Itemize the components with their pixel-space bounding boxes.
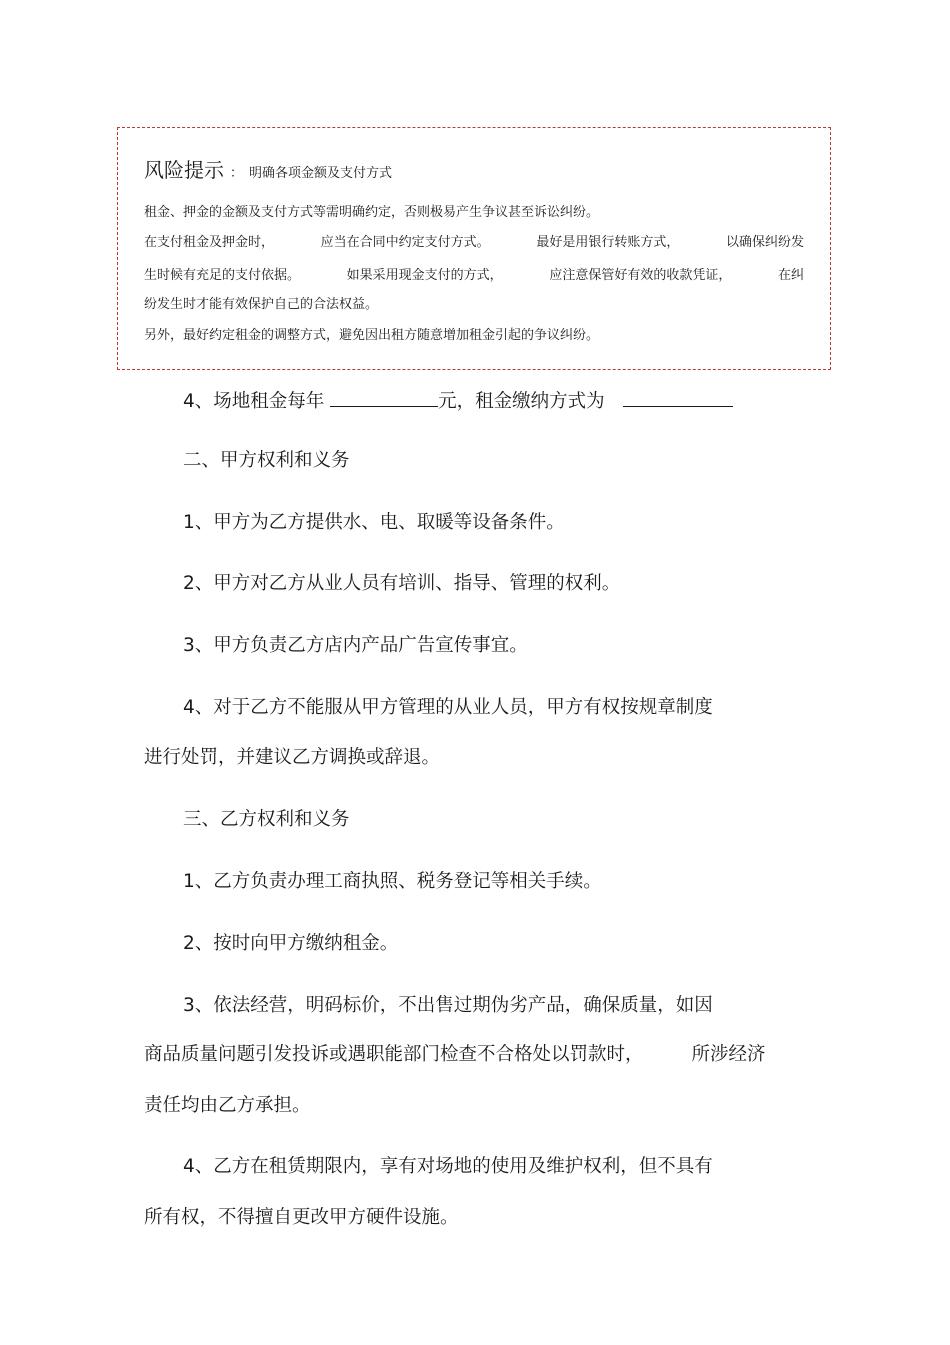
section-2-item-2: 2、甲方对乙方从业人员有培训、指导、管理的权利。 [183, 573, 621, 594]
section-3-item-3-line-2a: 商品质量问题引发投诉或遇职能部门检查不合格处以罚款时， [144, 1044, 644, 1065]
section-2-item-4-line-2: 进行处罚，并建议乙方调换或辞退。 [144, 747, 441, 768]
risk-line-4: 纷发生时才能有效保护自己的合法权益。 [144, 297, 379, 312]
risk-subtitle: 明确各项金额及支付方式 [249, 166, 393, 181]
section-3-item-4-line-1: 4、乙方在租赁期限内，享有对场地的使用及维护权利，但不具有 [183, 1156, 713, 1177]
section-2-heading: 二、甲方权利和义务 [183, 450, 350, 471]
risk-line-2-seg-3: 最好是用银行转账方式， [536, 235, 680, 250]
section-3-item-2: 2、按时向甲方缴纳租金。 [183, 933, 399, 954]
risk-line-1: 租金、押金的金额及支付方式等需明确约定，否则极易产生争议甚至诉讼纠纷。 [144, 205, 600, 220]
section-3-item-1: 1、乙方负责办理工商执照、税务登记等相关手续。 [183, 871, 602, 892]
risk-line-5: 另外，最好约定租金的调整方式，避免因出租方随意增加租金引起的争议纠纷。 [144, 328, 600, 343]
risk-line-2-seg-1: 在支付租金及押金时， [144, 235, 275, 250]
risk-title-text: 风险提示 [144, 158, 224, 182]
section-3-item-4-line-2: 所有权，不得擅自更改甲方硬件设施。 [144, 1207, 459, 1228]
payment-method-blank[interactable] [623, 386, 733, 407]
section-2-item-1: 1、甲方为乙方提供水、电、取暖等设备条件。 [183, 512, 565, 533]
clause-4-part-1: 4、场地租金每年 [183, 391, 325, 412]
clause-4-rent [183, 386, 733, 415]
rent-amount-blank[interactable] [330, 386, 438, 407]
section-3-item-3-line-3: 责任均由乙方承担。 [144, 1095, 311, 1116]
section-3-heading: 三、乙方权利和义务 [183, 809, 350, 830]
section-3-item-3-line-2b: 所涉经济 [691, 1044, 766, 1065]
risk-line-3-seg-4: 在纠 [777, 268, 804, 283]
risk-notice-title [144, 154, 392, 183]
risk-line-3 [144, 267, 804, 285]
risk-line-3-seg-1: 生时候有充足的支付依据。 [144, 268, 301, 283]
risk-notice-box [117, 127, 831, 370]
section-2-item-4-line-1: 4、对于乙方不能服从甲方管理的从业人员，甲方有权按规章制度 [183, 697, 713, 718]
risk-title-colon: ： [230, 166, 244, 181]
section-3-item-3-line-2 [144, 1042, 766, 1068]
risk-line-3-seg-3: 应注意保管好有效的收款凭证， [549, 268, 732, 283]
clause-4-part-2: 元，租金缴纳方式为 [438, 391, 605, 412]
section-3-item-3-line-1: 3、依法经营，明码标价，不出售过期伪劣产品，确保质量，如因 [183, 995, 713, 1016]
risk-line-2 [144, 234, 804, 252]
risk-line-2-seg-2: 应当在合同中约定支付方式。 [320, 235, 490, 250]
risk-line-2-seg-4: 以确保纠纷发 [725, 235, 804, 250]
section-2-item-3: 3、甲方负责乙方店内产品广告宣传事宜。 [183, 635, 528, 656]
risk-line-3-seg-2: 如果采用现金支付的方式， [346, 268, 503, 283]
